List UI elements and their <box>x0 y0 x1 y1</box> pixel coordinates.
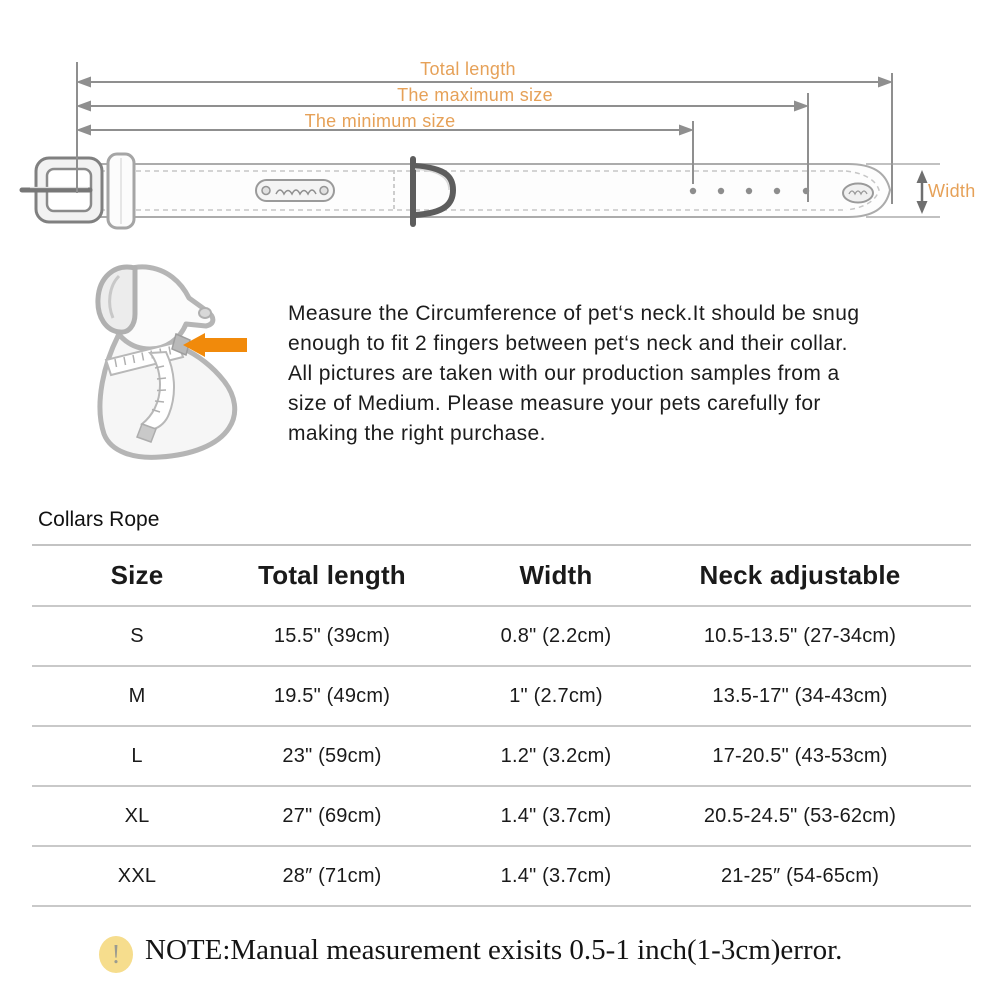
col-header-total-length: Total length <box>258 560 406 590</box>
measuring-instructions <box>288 299 968 449</box>
cell-width: 0.8" (2.2cm) <box>500 624 612 647</box>
width-label: Width <box>928 181 976 201</box>
section-title: Collars Rope <box>38 508 160 531</box>
cell-neck: 17-20.5" (43-53cm) <box>712 744 888 767</box>
table-header-row <box>32 546 971 607</box>
col-header-neck-adjustable: Neck adjustable <box>699 560 901 590</box>
cell-neck: 20.5-24.5" (53-62cm) <box>703 804 897 827</box>
table-row <box>32 847 971 907</box>
end-tag <box>843 184 873 203</box>
buckle <box>22 158 102 222</box>
table-row <box>32 727 971 787</box>
cell-neck: 13.5-17" (34-43cm) <box>712 684 888 707</box>
note-text: NOTE:Manual measurement exisits 0.5-1 inch(1-3cm)error. <box>145 934 843 966</box>
dog-head-sketch <box>48 256 260 462</box>
cell-total-length: 27" (69cm) <box>282 804 382 827</box>
dog-illustration <box>48 256 260 462</box>
cell-size: L <box>131 744 143 767</box>
instruction-line: enough to fit 2 fingers between pet‘s neck and their collar. <box>288 332 848 355</box>
cell-width: 1" (2.7cm) <box>509 684 603 707</box>
cell-width: 1.2" (3.2cm) <box>500 744 612 767</box>
cell-total-length: 19.5" (49cm) <box>273 684 391 707</box>
dog-nose <box>199 308 211 318</box>
size-table <box>32 544 971 907</box>
cell-neck: 21-25″ (54-65cm) <box>720 864 880 887</box>
cell-neck: 10.5-13.5" (27-34cm) <box>703 624 897 647</box>
cell-width: 1.4" (3.7cm) <box>500 804 612 827</box>
col-header-width: Width <box>519 560 593 590</box>
cell-total-length: 15.5" (39cm) <box>273 624 391 647</box>
table-row <box>32 607 971 667</box>
instruction-line: making the right purchase. <box>288 422 546 445</box>
cell-total-length: 28″ (71cm) <box>282 864 382 887</box>
table-row <box>32 667 971 727</box>
brand-plate <box>256 180 334 201</box>
instruction-line: Measure the Circumference of pet‘s neck.It should be snug <box>288 302 860 325</box>
cell-width: 1.4" (3.7cm) <box>500 864 612 887</box>
instruction-line: All pictures are taken with our production samples from a <box>288 362 840 385</box>
total-length-label: Total length <box>420 59 516 79</box>
cell-size: XL <box>124 804 150 827</box>
collar-measurement-diagram <box>0 0 1000 250</box>
collar-strap <box>58 164 890 217</box>
cell-size: M <box>128 684 146 707</box>
cell-size: XXL <box>117 864 157 887</box>
note-row <box>0 930 1000 980</box>
exclamation-icon: ! <box>99 936 133 973</box>
col-header-size: Size <box>110 560 164 590</box>
cell-total-length: 23" (59cm) <box>282 744 382 767</box>
cell-size: S <box>130 624 144 647</box>
instruction-line: size of Medium. Please measure your pets carefully for <box>288 392 821 415</box>
table-row <box>32 787 971 847</box>
minimum-size-label: The minimum size <box>304 111 456 131</box>
maximum-size-label: The maximum size <box>397 85 553 105</box>
